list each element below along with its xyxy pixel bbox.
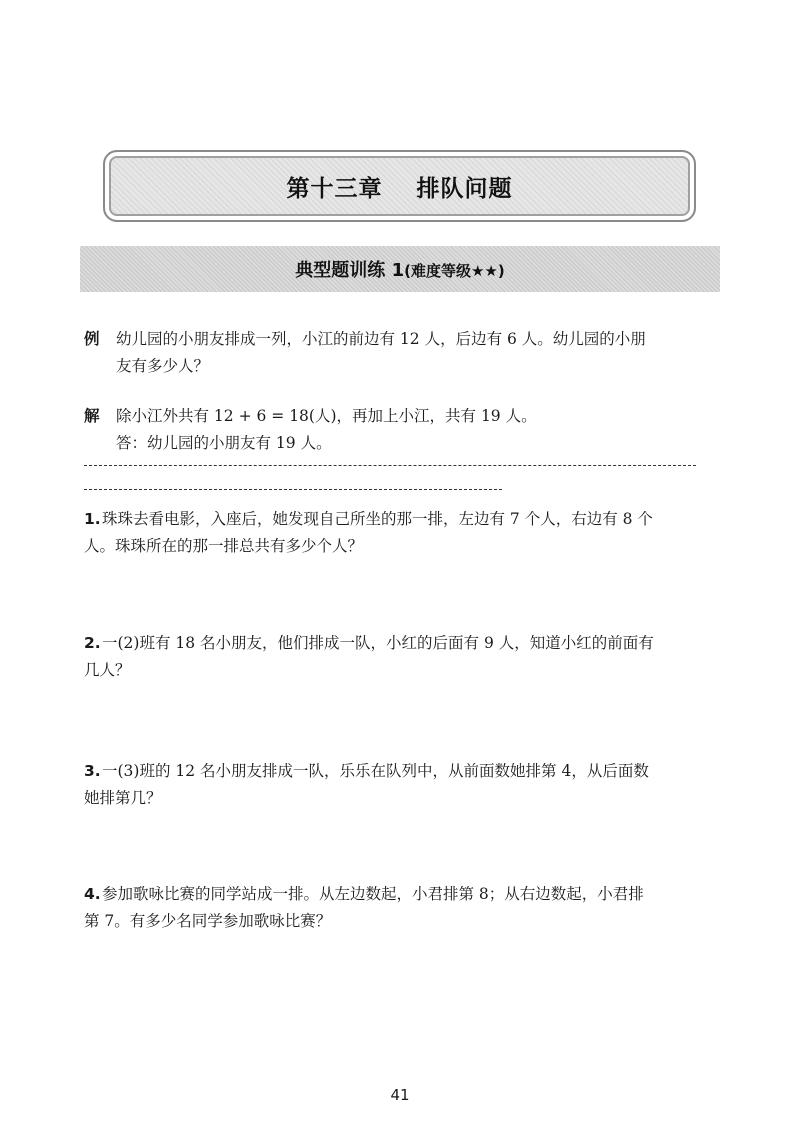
problem-item (84, 758, 724, 812)
chapter-banner (103, 150, 696, 222)
problem-line-2: 几人？ (84, 661, 131, 679)
example-block (84, 326, 724, 380)
example-label: 例 (84, 330, 100, 348)
solution-answer: 答：幼儿园的小朋友有 19 人。 (116, 434, 332, 452)
problem-line-2: 第 7。有多少名同学参加歌咏比赛？ (84, 912, 332, 930)
section-heading (295, 256, 504, 282)
solution-block (84, 403, 724, 457)
example-line-1: 幼儿园的小朋友排成一列，小江的前边有 12 人，后边有 6 人。幼儿园的小朋 (116, 330, 646, 348)
section-title: 典型题训练 1 (295, 260, 405, 281)
problem-item (84, 506, 724, 560)
problem-number: 3. (84, 762, 101, 780)
problem-line-1: 一(3)班的 12 名小朋友排成一队，乐乐在队列中，从前面数她排第 4，从后面数 (102, 762, 649, 780)
section-banner (80, 246, 720, 292)
problem-item (84, 881, 724, 935)
page-number: 41 (390, 1086, 410, 1104)
problem-line-1: 珠珠去看电影，入座后，她发现自己所坐的那一排，左边有 7 个人，右边有 8 个 (102, 510, 653, 528)
difficulty-label: (难度等级★★) (404, 262, 505, 280)
problem-line-2: 她排第几？ (84, 789, 162, 807)
chapter-title: 排队问题 (416, 175, 513, 202)
chapter-number: 第十三章 (286, 175, 383, 202)
problem-number: 1. (84, 510, 101, 528)
problem-number: 4. (84, 885, 101, 903)
problem-item (84, 630, 724, 684)
example-line-2: 友有多少人？ (116, 357, 210, 375)
problem-line-1: 参加歌咏比赛的同学站成一排。从左边数起，小君排第 8；从右边数起，小君排 (102, 885, 644, 903)
problem-number: 2. (84, 634, 101, 652)
solution-label: 解 (84, 407, 100, 425)
chapter-heading (287, 170, 513, 203)
problem-line-2: 人。珠珠所在的那一排总共有多少个人？ (84, 537, 364, 555)
divider-dashed-line (84, 465, 696, 466)
divider-dashed-line (84, 489, 502, 490)
problem-line-1: 一(2)班有 18 名小朋友，他们排成一队，小红的后面有 9 人，知道小红的前面有 (102, 634, 654, 652)
solution-line-1: 除小江外共有 12 + 6 = 18(人)，再加上小江，共有 19 人。 (116, 407, 537, 425)
